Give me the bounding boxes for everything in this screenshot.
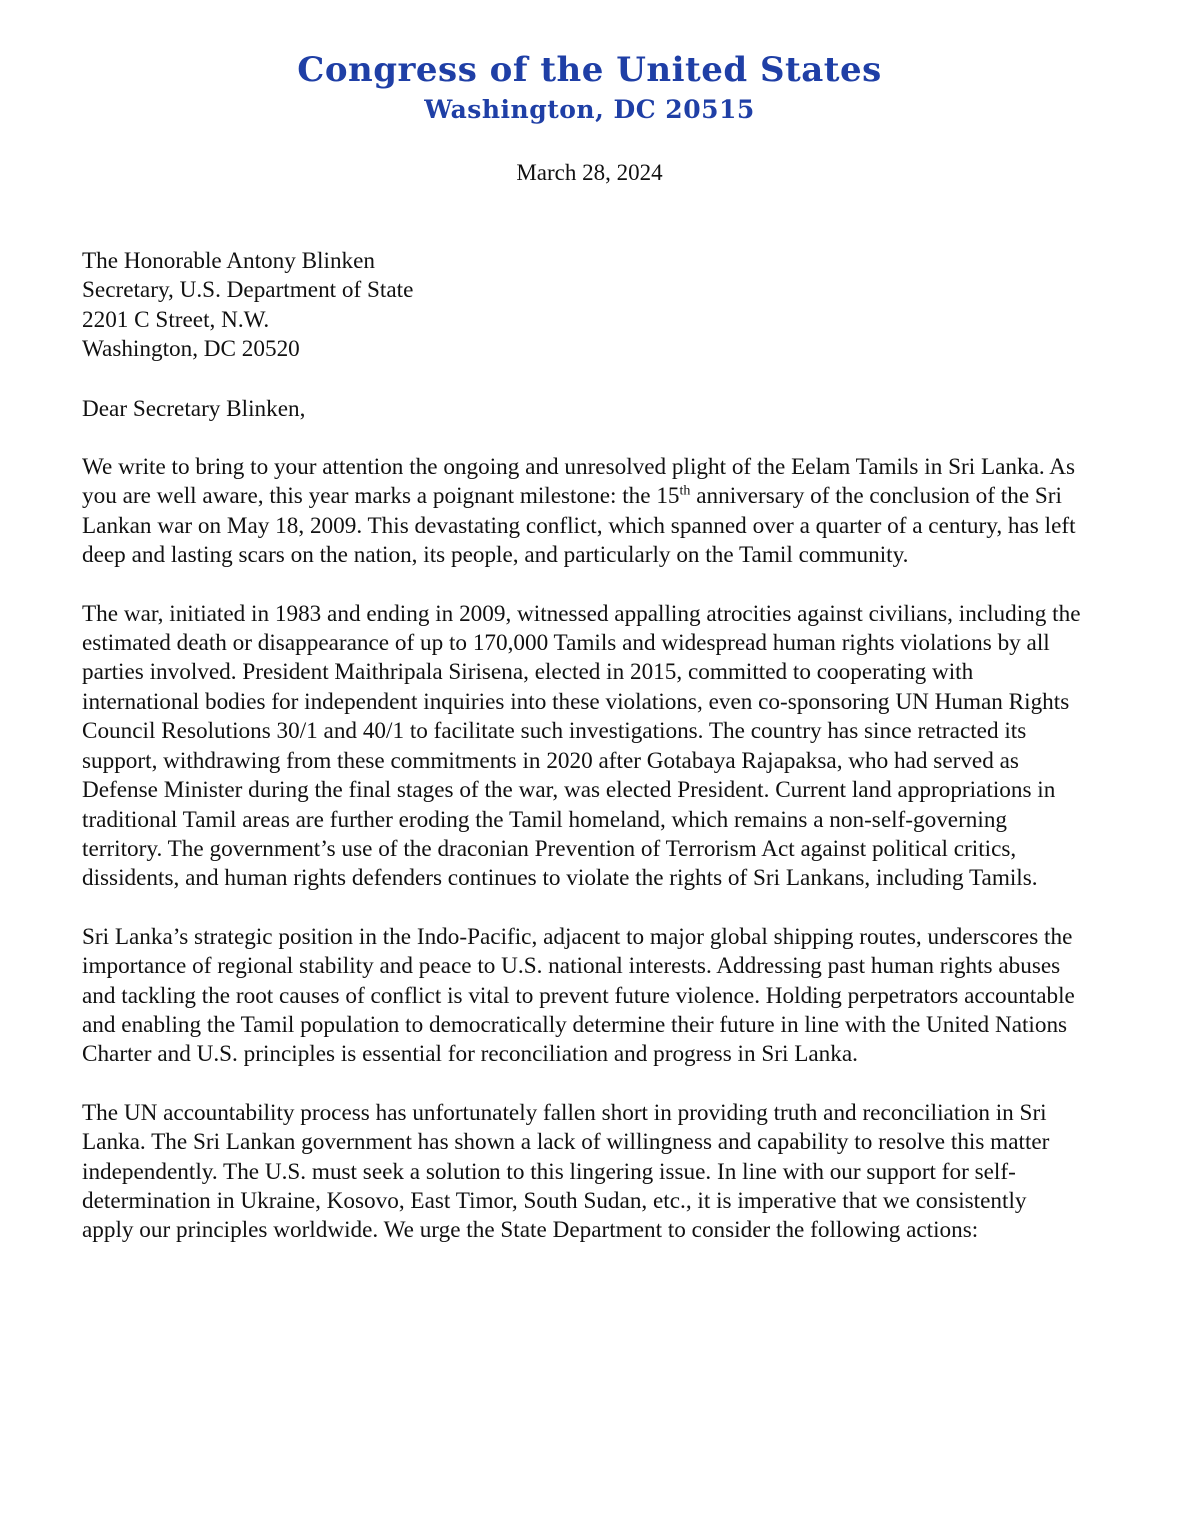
letterhead-title: Congress of the United States bbox=[297, 50, 882, 90]
recipient-name: The Honorable Antony Blinken bbox=[82, 248, 376, 274]
recipient-title: Secretary, U.S. Department of State bbox=[82, 277, 414, 304]
paragraph-1 bbox=[82, 453, 1082, 571]
recipient-city: Washington, DC 20520 bbox=[82, 336, 300, 363]
salutation: Dear Secretary Blinken, bbox=[82, 395, 306, 422]
letter-body bbox=[82, 247, 1082, 1246]
recipient-address-block bbox=[82, 247, 1082, 365]
paragraph-3 bbox=[82, 923, 1082, 1070]
paragraph-1-part-a: We write to bring to your attention the ongoing and unresolved plight of the Eelam Tamils in Sri Lanka. As you are well aware, this year marks a poignant milestone: the 15 bbox=[82, 454, 1075, 510]
paragraph-1-text bbox=[82, 453, 1082, 571]
paragraph-4 bbox=[82, 1099, 1082, 1246]
paragraph-4-text: The UN accountability process has unfortunately fallen short in providing truth and reconciliation in Sri Lanka. The Sri Lankan government has shown a lack of willingness and capability to resolve this matter independently. The U.S. must seek a solution to this lingering issue. In line with our support for self-determination in Ukraine, Kosovo, East Timor, South Sudan, etc., it is imperative that we consistently apply our principles worldwide. We urge the State Department to consider the following actions: bbox=[82, 1099, 1050, 1244]
letter-date: March 28, 2024 bbox=[516, 160, 663, 185]
letterhead-address: Washington, DC 20515 bbox=[424, 95, 755, 124]
recipient-street: 2201 C Street, N.W. bbox=[82, 306, 270, 333]
paragraph-1-part-b: anniversary of the conclusion of the Sri Lankan war on May 18, 2009. This devastating conflict, which spanned over a quarter of a century, has left deep and lasting scars on the nation, its people, and particularly on the Tamil community. bbox=[82, 483, 1076, 569]
paragraph-2-text: The war, initiated in 1983 and ending in 2009, witnessed appalling atrocities against civilians, including the estimated death or disappearance of up to 170,000 Tamils and widespread human rights violations by all parties involved. President Maithripala Sirisena, elected in 2015, committed to cooperating with international bodies for independent inquiries into these violations, even co-sponsoring UN Human Rights Council Resolutions 30/1 and 40/1 to facilitate such investigations. The country has since retracted its support, withdrawing from these commitments in 2020 after Gotabaya Rajapaksa, who had served as Defense Minister during the final stages of the war, was elected President. Current land appropriations in traditional Tamil areas are further eroding the Tamil homeland, which remains a non-self-governing territory. The government’s use of the draconian Prevention of Terrorism Act against political critics, dissidents, and human rights defenders continues to violate the rights of Sri Lankans, including Tamils. bbox=[82, 600, 1081, 892]
paragraph-2 bbox=[82, 600, 1082, 894]
paragraph-3-text: Sri Lanka’s strategic position in the Indo-Pacific, adjacent to major global shipping routes, underscores the importance of regional stability and peace to U.S. national interests. Addressing past human rights abuses and tackling the root causes of conflict is vital to prevent future violence. Holding perpetrators accountable and enabling the Tamil population to democratically determine their future in line with the United Nations Charter and U.S. principles is essential for reconciliation and progress in Sri Lanka. bbox=[82, 923, 1075, 1068]
letterhead bbox=[0, 50, 1179, 126]
ordinal-suffix: th bbox=[679, 483, 691, 499]
